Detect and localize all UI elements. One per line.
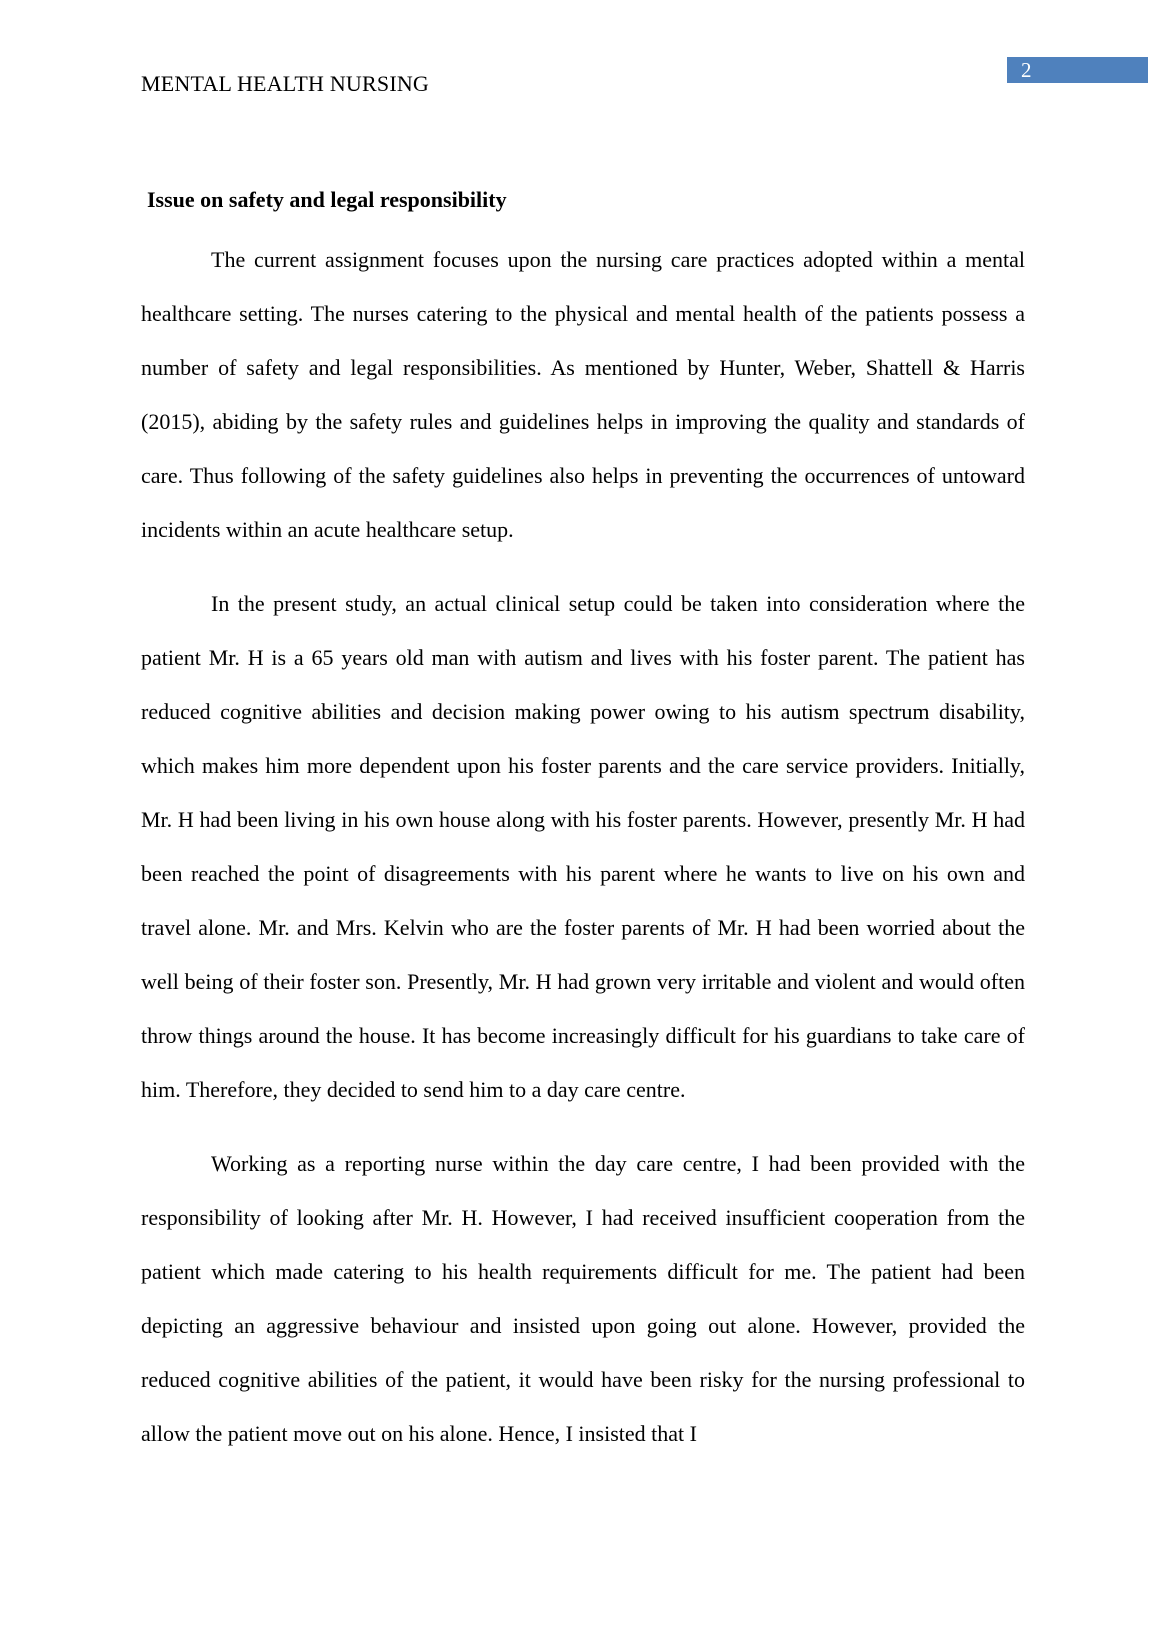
paragraph-2: In the present study, an actual clinical setup could be taken into consideration where the patient Mr. H is a 65 years old man with autism and lives with his foster parent. The patient has reduced cognitive abilities and decision making power owing to his autism spectrum disability, which makes him more dependent upon his foster parents and the care service providers. Initially, Mr. H had been living in his own house along with his foster parents. However, presently Mr. H had been reached the point of disagreements with his parent where he wants to live on his own and travel alone. Mr. and Mrs. Kelvin who are the foster parents of Mr. H had been worried about the well being of their foster son. Presently, Mr. H had grown very irritable and violent and would often throw things around the house. It has become increasingly difficult for his guardians to take care of him. Therefore, they decided to send him to a day care centre. xyxy=(141,591,1025,1102)
paragraph-1: The current assignment focuses upon the nursing care practices adopted within a mental healthcare setting. The nurses catering to the physical and mental health of the patients possess a number of safety and legal responsibilities. As mentioned by Hunter, Weber, Shattell & Harris (2015), abiding by the safety rules and guidelines helps in improving the quality and standards of care. Thus following of the safety guidelines also helps in preventing the occurrences of untoward incidents within an acute healthcare setup. xyxy=(141,247,1025,542)
paragraph-3: Working as a reporting nurse within the day care centre, I had been provided with the responsibility of looking after Mr. H. However, I had received insufficient cooperation from the patient which made catering to his health requirements difficult for me. The patient had been depicting an aggressive behaviour and insisted upon going out alone. However, provided the reduced cognitive abilities of the patient, it would have been risky for the nursing professional to allow the patient move out on his alone. Hence, I insisted that I xyxy=(141,1151,1025,1446)
document-body xyxy=(141,185,1025,1481)
page-number-badge xyxy=(1007,57,1148,83)
page-number: 2 xyxy=(1021,58,1032,82)
section-heading: Issue on safety and legal responsibility xyxy=(147,187,507,212)
running-head: MENTAL HEALTH NURSING xyxy=(141,71,430,96)
